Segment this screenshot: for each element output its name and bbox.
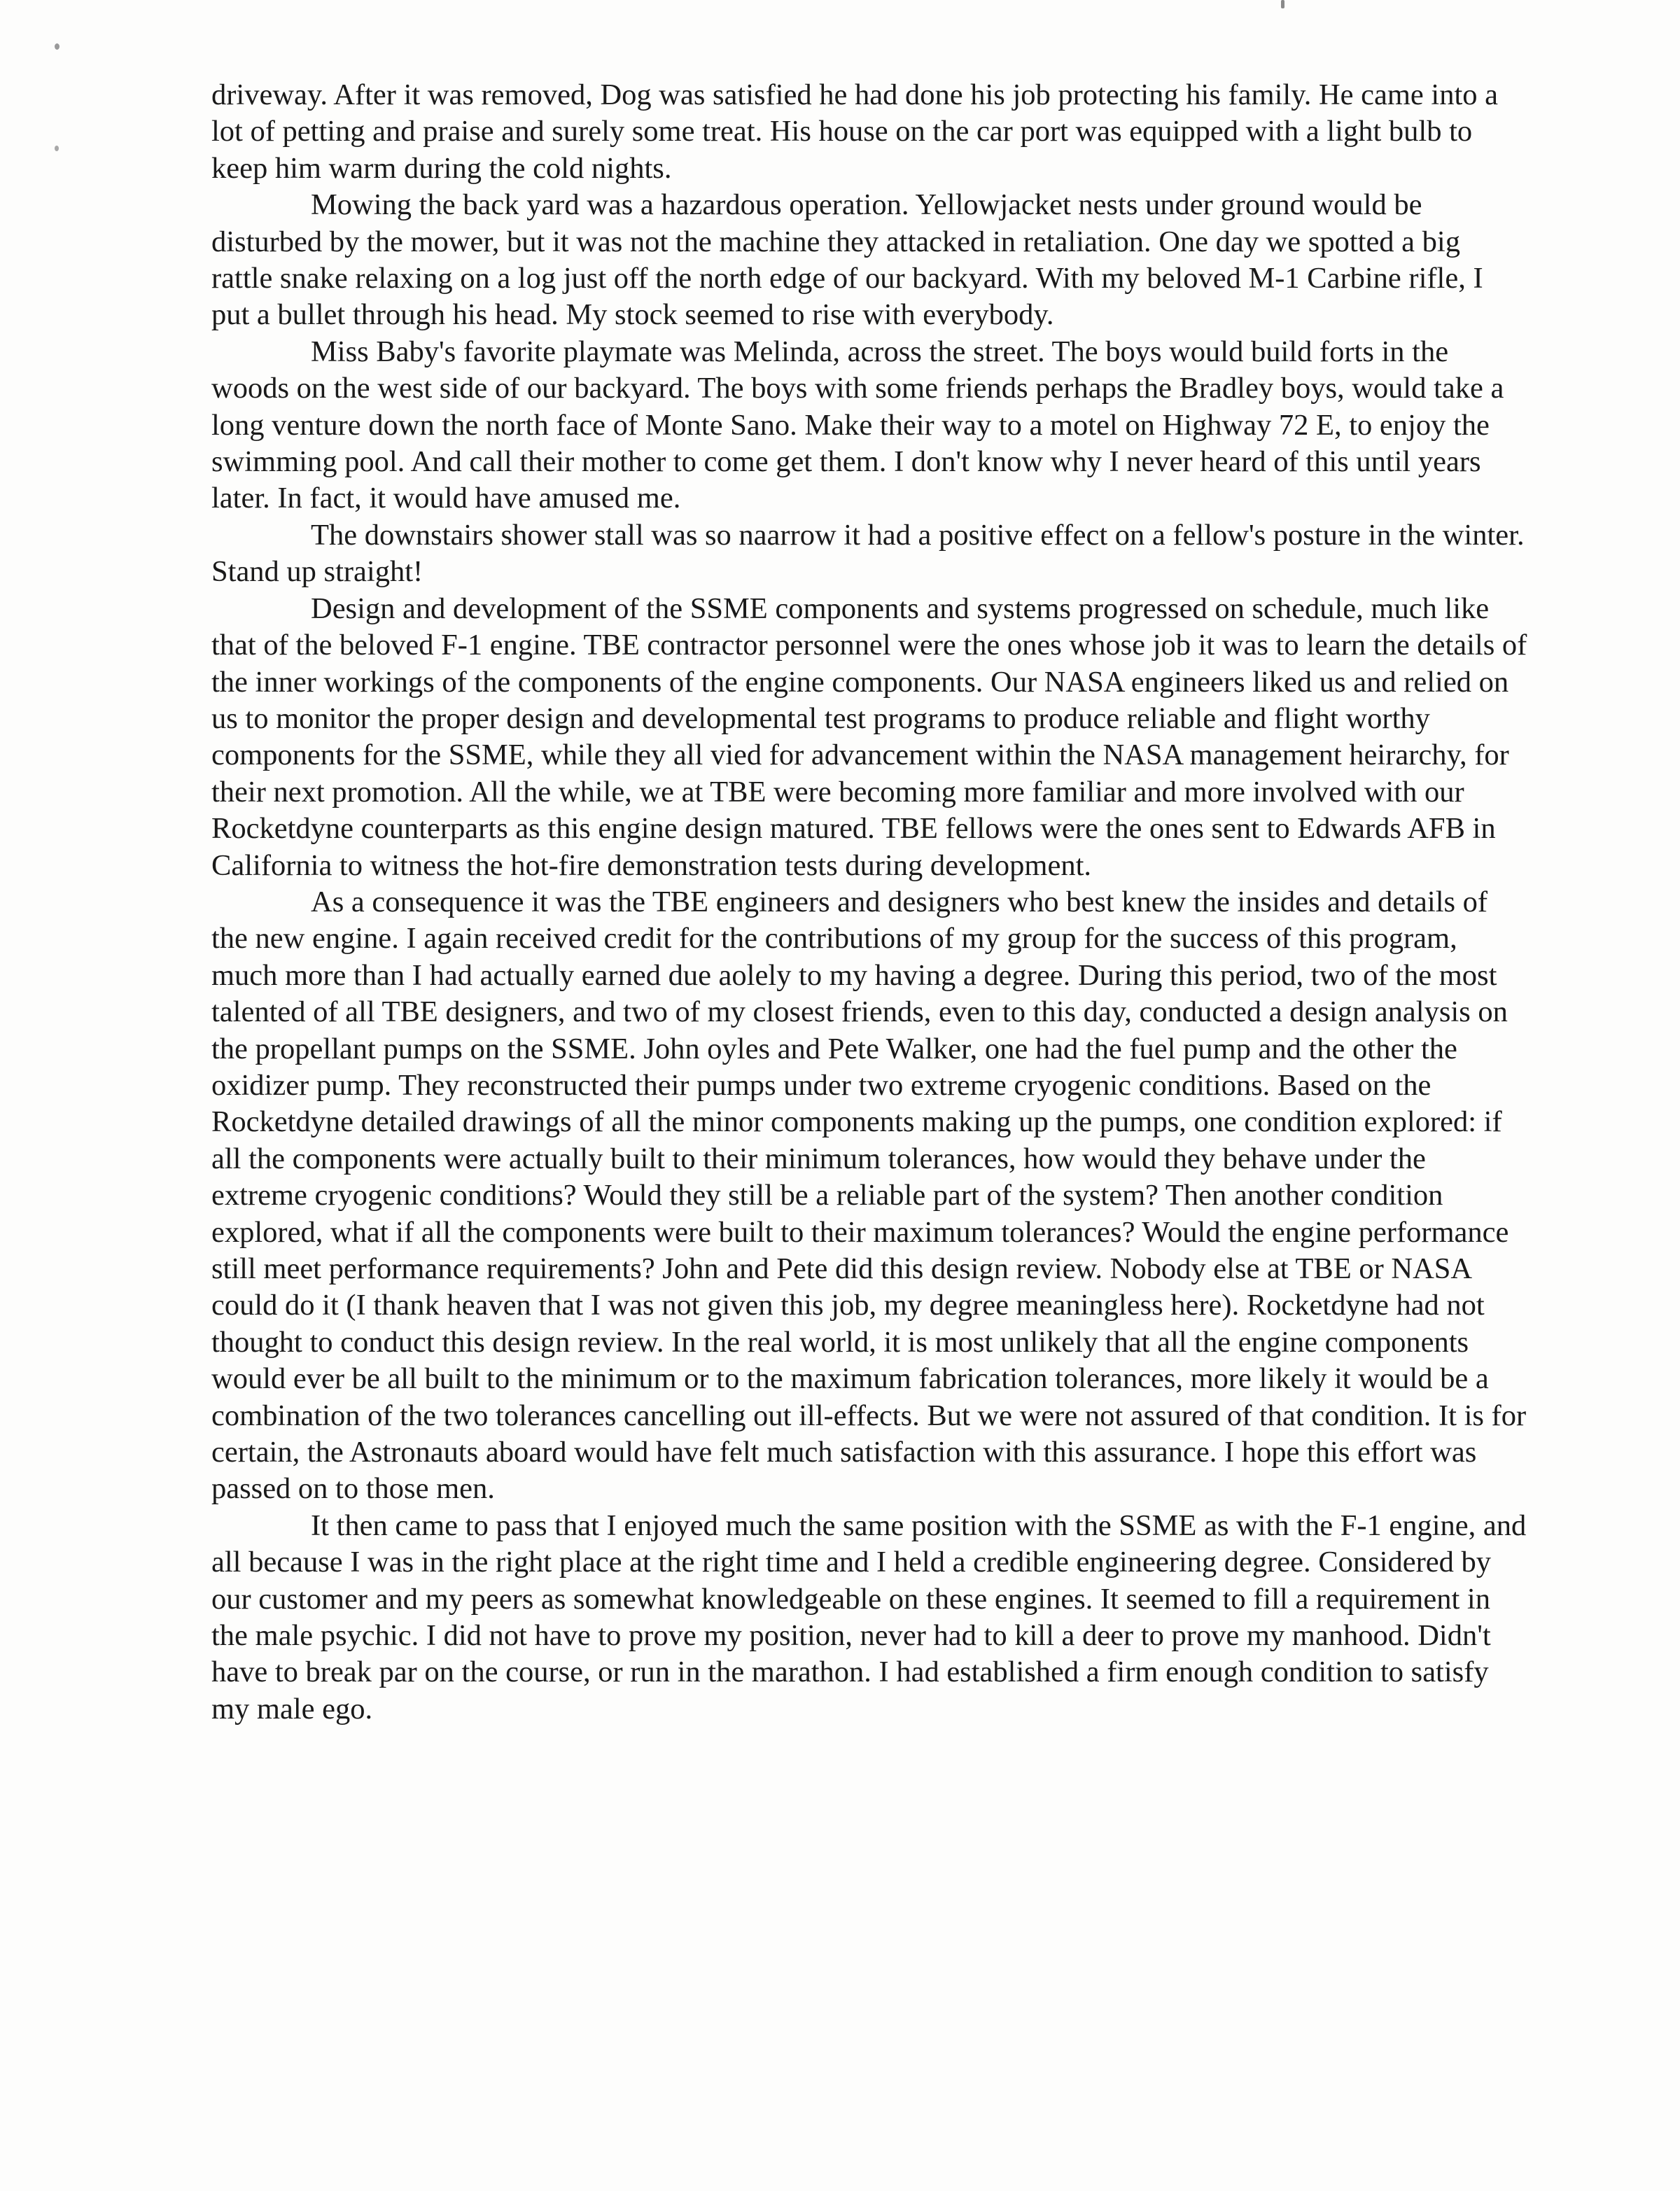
paragraph-ssme-development: Design and development of the SSME components and systems progressed on schedule, much like that of the beloved F-1 engine. TBE contractor personnel were the ones whose job it was to learn the details of the inner workings of the components of the engine components. Our NASA engineers liked us and relied on us to monitor the proper design and developmental test programs to produce reliable and flight worthy components for the SSME, while they all vied for advancement within the NASA management heirarchy, for their next promotion. All the while, we at TBE were becoming more familiar and more involved with our Rocketdyne counterparts as this engine design matured. TBE fellows were the ones sent to Edwards AFB in California to witness the hot-fire demonstration tests during development. — [211, 592, 1527, 882]
paper-speck — [55, 43, 59, 50]
paragraph-mowing: Mowing the back yard was a hazardous operation. Yellowjacket nests under ground would be disturbed by the mower, but it was not the machine they attacked in retaliation. One day we spotted a big rattle snake relaxing on a log just off the north edge of our backyard. With my beloved M-1 Carbine rifle, I put a bullet through his head. My stock seemed to rise with everybody. — [211, 188, 1483, 332]
paragraph-miss-baby: Miss Baby's favorite playmate was Melinda, across the street. The boys would build forts in the woods on the west side of our backyard. The boys with some friends perhaps the Bradley boys, would take a long venture down the north face of Monte Sano. Make their way to a motel on Highway 72 E, to enjoy the swimming pool. And call their mother to come get them. I don't know why I never heard of this until years later. In fact, it would have amused me. — [211, 335, 1504, 515]
paper-speck — [1281, 0, 1284, 8]
paragraph-dog: driveway. After it was removed, Dog was satisfied he had done his job protecting his family. He came into a lot of petting and praise and surely some treat. His house on the car port was equipped with a light bulb to keep him warm during the cold nights. — [211, 78, 1499, 185]
paragraph-design-review: As a consequence it was the TBE engineers and designers who best knew the insides and details of the new engine. I again received credit for the contributions of my group for the success of this program, much more than I had actually earned due aolely to my having a degree. During this period, two of the most talented of all TBE designers, and two of my closest friends, even to this day, conducted a design analysis on the propellant pumps on the SSME. John oyles and Pete Walker, one had the fuel pump and the other the oxidizer pump. They reconstructed their pumps under two extreme cryogenic conditions. Based on the Rocketdyne detailed drawings of all the minor components making up the pumps, one condition explored: if all the components were actually built to their minimum tolerances, how would they behave under the extreme cryogenic conditions? Would they still be a reliable part of the system? Then another condition explored, what if all the components were built to their maximum tolerances? Would the engine performance still meet performance requirements? John and Pete did this design review. Nobody else at TBE or NASA could do it (I thank heaven that I was not given this job, my degree meaningless here). Rocketdyne had not thought to conduct this design review. In the real world, it is most unlikely that all the engine components would ever be all built to the minimum or to the maximum fabrication tolerances, more likely it would be a combination of the two tolerances cancelling out ill-effects. But we were not assured of that condition. It is for certain, the Astronauts aboard would have felt much satisfaction with this assurance. I hope this effort was passed on to those men. — [211, 885, 1527, 1506]
paragraph-position: It then came to pass that I enjoyed much the same position with the SSME as with the F-1 engine, and all because I was in the right place at the right time and I held a credible engineering degree. Considered by our customer and my peers as somewhat knowledgeable on these engines. It seemed to fill a requirement in the male psychic. I did not have to prove my position, never had to kill a deer to prove my manhood. Didn't have to break par on the course, or run in the marathon. I had established a firm enough condition to satisfy my male ego. — [211, 1508, 1527, 1726]
paragraph-shower: The downstairs shower stall was so naarrow it had a positive effect on a fellow's posture in the winter. Stand up straight! — [211, 518, 1525, 589]
paper-speck — [55, 146, 59, 151]
body-text — [211, 77, 1527, 1728]
